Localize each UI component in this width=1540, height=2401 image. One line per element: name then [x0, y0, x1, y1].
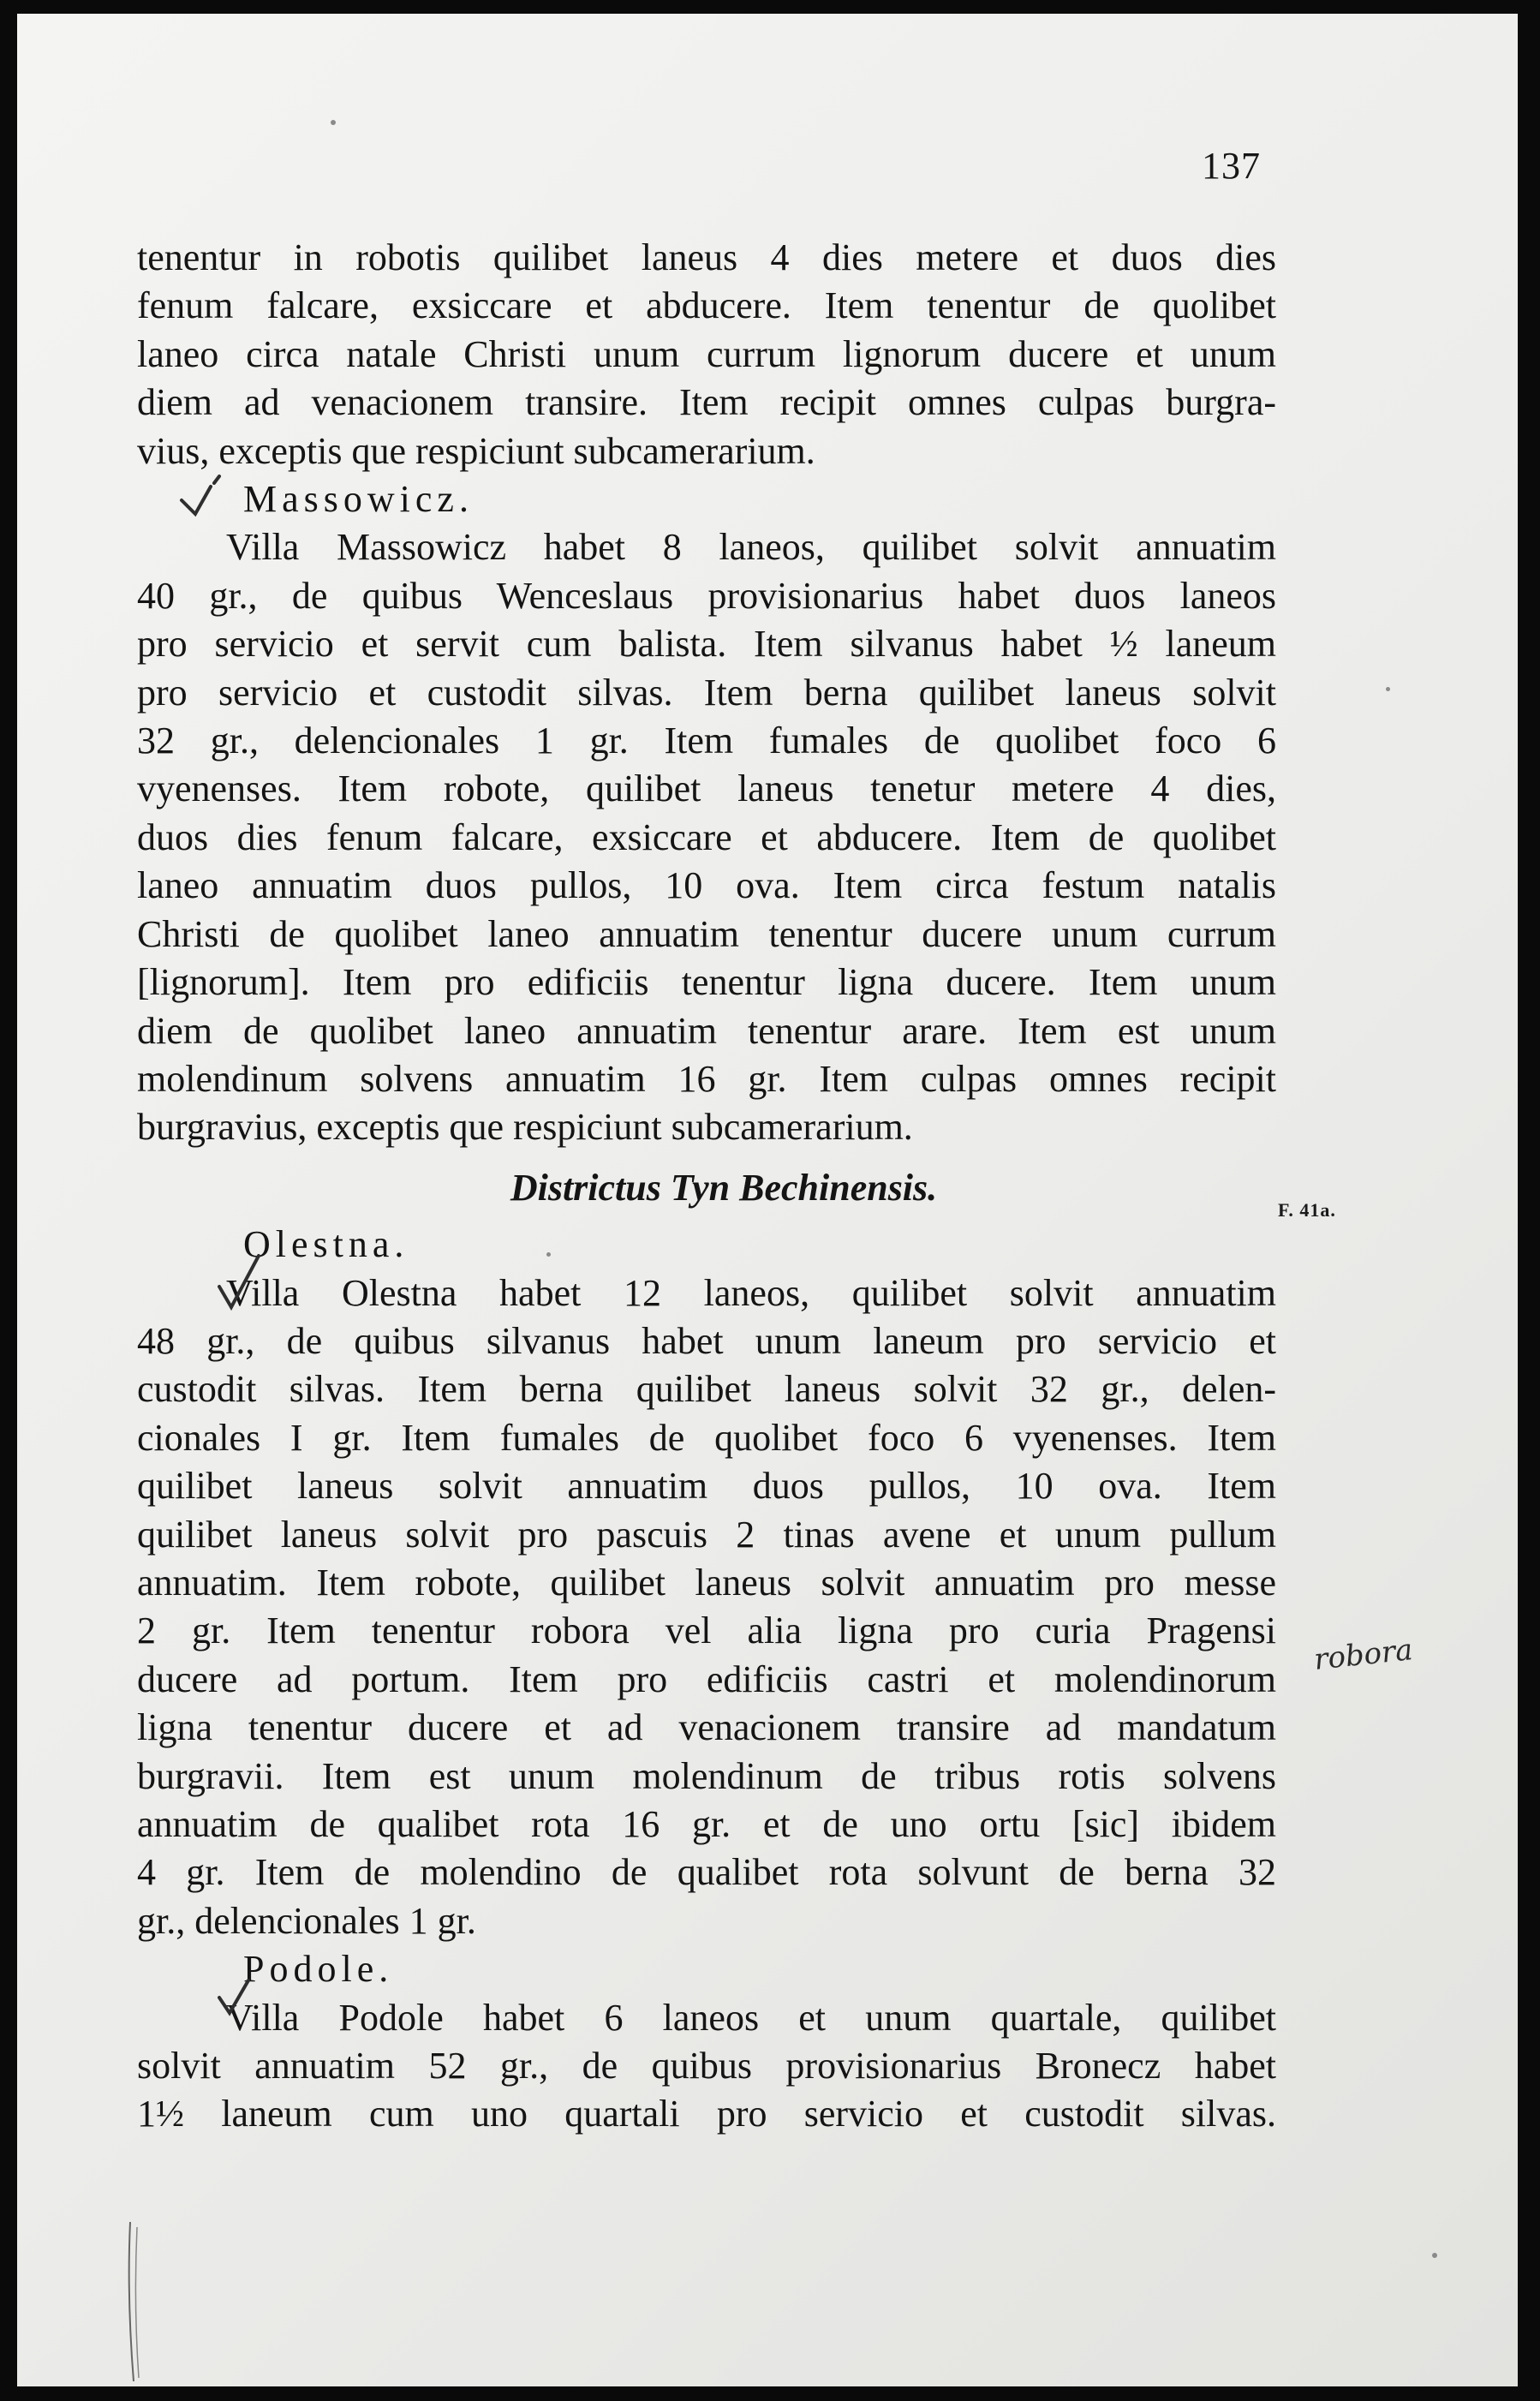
text-line: diem de quolibet laneo annuatim tenentur arare. Item est unum: [137, 1009, 1276, 1052]
text-line: quilibet laneus solvit pro pascuis 2 tinas avene et unum pullum: [137, 1513, 1276, 1556]
text-line: Villa Olestna habet 12 laneos, quilibet solvit annuatim: [226, 1271, 1276, 1314]
text-line: Christi de quolibet laneo annuatim tenentur ducere unum currum: [137, 912, 1276, 955]
pencil-mark-line: [118, 2219, 152, 2390]
text-line: duos dies fenum falcare, exsiccare et abducere. Item de quolibet: [137, 815, 1276, 858]
text-line: vius, exceptis que respiciunt subcamerarium.: [137, 429, 815, 472]
paper-speck: [1386, 687, 1390, 691]
district-heading: Districtus Tyn Bechinensis.: [510, 1166, 938, 1209]
text-line: burgravii. Item est unum molendinum de tribus rotis solvens: [137, 1754, 1276, 1797]
place-heading-podole: Podole.: [243, 1948, 394, 1991]
page-body: [137, 234, 1276, 2139]
text-line: 48 gr., de quibus silvanus habet unum laneum pro servicio et: [137, 1319, 1276, 1362]
text-line: annuatim. Item robote, quilibet laneus solvit annuatim pro messe: [137, 1561, 1276, 1604]
text-line: molendinum solvens annuatim 16 gr. Item culpas omnes recipit: [137, 1057, 1276, 1100]
text-line: laneo circa natale Christi unum currum lignorum ducere et unum: [137, 332, 1276, 375]
text-line: burgravius, exceptis que respiciunt subcamerarium.: [137, 1106, 913, 1149]
text-line: diem ad venacionem transire. Item recipit omnes culpas burgra-: [137, 381, 1276, 424]
text-line: ducere ad portum. Item pro edificiis castri et molendinorum: [137, 1657, 1276, 1700]
text-line: ligna tenentur ducere et ad venacionem transire ad mandatum: [137, 1706, 1276, 1749]
text-line: annuatim de qualibet rota 16 gr. et de uno ortu [sic] ibidem: [137, 1803, 1276, 1845]
text-line: [lignorum]. Item pro edificiis tenentur ligna ducere. Item unum: [137, 961, 1276, 1004]
page-number: 137: [1202, 145, 1261, 187]
text-line: 4 gr. Item de molendino de qualibet rota solvunt de berna 32: [137, 1851, 1276, 1894]
text-line: laneo annuatim duos pullos, 10 ova. Item circa festum natalis: [137, 864, 1276, 907]
text-line: 40 gr., de quibus Wenceslaus provisionarius habet duos laneos: [137, 574, 1276, 617]
text-line: cionales I gr. Item fumales de quolibet foco 6 vyenenses. Item: [137, 1416, 1276, 1459]
paper-speck: [1432, 2253, 1437, 2258]
checkmark-icon: [214, 1251, 283, 1319]
text-line: quilibet laneus solvit annuatim duos pullos, 10 ova. Item: [137, 1465, 1276, 1508]
place-heading-olestna: Olestna.: [243, 1223, 409, 1266]
paper-speck: [546, 1252, 551, 1257]
text-line: gr., delencionales 1 gr.: [137, 1899, 476, 1942]
checkmark-icon: [214, 1972, 266, 2023]
text-line: 1½ laneum cum uno quartali pro servicio et custodit silvas.: [137, 2093, 1276, 2135]
text-line: Villa Podole habet 6 laneos et unum quartale, quilibet: [226, 1996, 1276, 2039]
text-line: solvit annuatim 52 gr., de quibus provisionarius Bronecz habet: [137, 2045, 1276, 2087]
text-line: fenum falcare, exsiccare et abducere. Item tenentur de quolibet: [137, 284, 1276, 327]
text-line: vyenenses. Item robote, quilibet laneus tenetur metere 4 dies,: [137, 767, 1276, 810]
text-line: 32 gr., delencionales 1 gr. Item fumales de quolibet foco 6: [137, 720, 1276, 762]
handwritten-margin-note: robora: [1312, 1633, 1415, 1677]
paper-speck: [331, 120, 336, 125]
text-line: 2 gr. Item tenentur robora vel alia ligna pro curia Pragensi: [137, 1610, 1276, 1652]
text-line: custodit silvas. Item berna quilibet laneus solvit 32 gr., delen-: [137, 1368, 1276, 1411]
text-line: Villa Massowicz habet 8 laneos, quilibet solvit annuatim: [226, 526, 1276, 569]
place-heading-massowicz: Massowicz.: [243, 478, 474, 521]
margin-folio-reference: F. 41a.: [1278, 1199, 1336, 1221]
text-line: pro servicio et custodit silvas. Item berna quilibet laneus solvit: [137, 671, 1276, 714]
text-line: pro servicio et servit cum balista. Item silvanus habet ½ laneum: [137, 623, 1276, 666]
text-line: tenentur in robotis quilibet laneus 4 dies metere et duos dies: [137, 236, 1276, 278]
checkmark-icon: [176, 469, 245, 521]
